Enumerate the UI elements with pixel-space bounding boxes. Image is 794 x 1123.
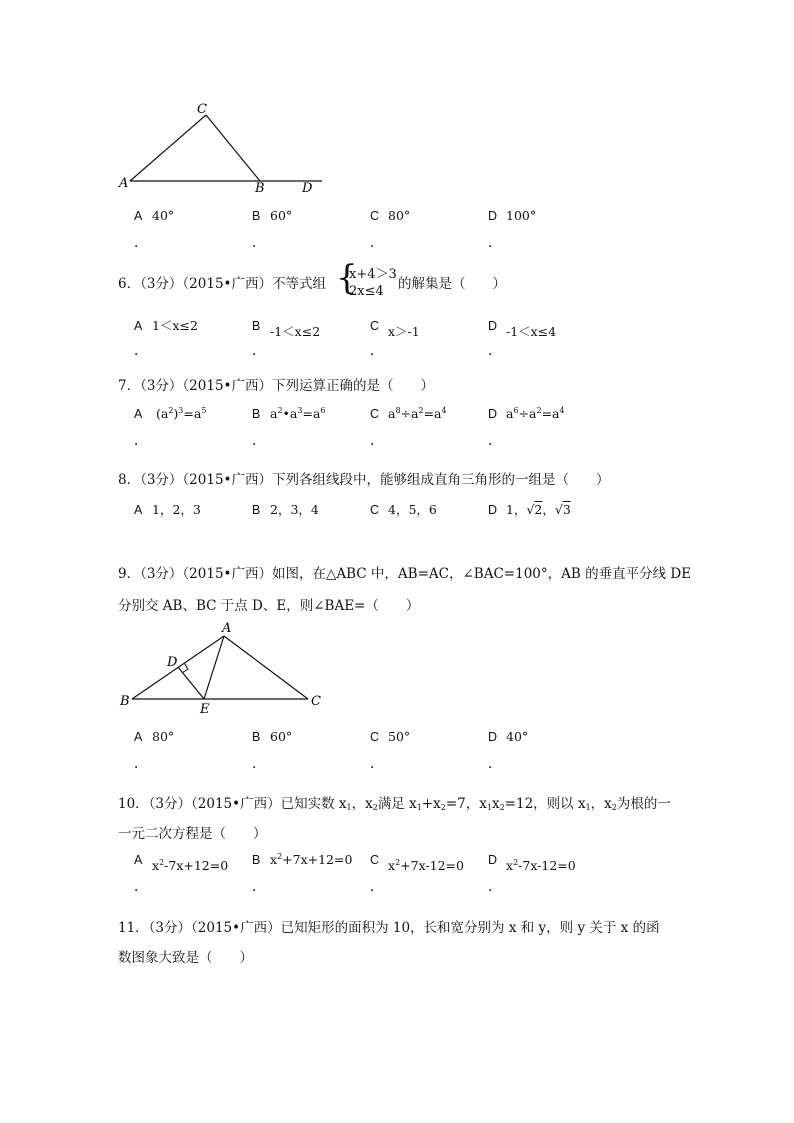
q5-options: A 40° B 60° C 80° D 100° ． ． ． ． <box>134 208 537 251</box>
q9-triangle-figure <box>112 620 332 720</box>
q8-option-a[interactable]: A 1，2，3 <box>134 502 201 517</box>
q5-label-a: A <box>119 176 129 191</box>
q6-option-d[interactable]: D -1＜x≤4 <box>488 319 557 339</box>
q9-options: A 80° B 60° C 50° D 40° ． ． ． ． <box>134 729 529 772</box>
q9-option-d[interactable]: D 40° <box>488 729 529 744</box>
q5-option-b[interactable]: B 60° <box>252 208 293 223</box>
q6-inequality-line1: x+4＞3 <box>349 267 397 282</box>
question-10-line1: 10．（3分）（2015•广西）已知实数 $x_1$，$x_2$满足 $x_1+x_2=7$，$x_1x_2=12$，则以 $x_1$，$x_2$为根的一 <box>118 796 671 812</box>
q10-option-c[interactable]: C $x^2+7x-12=0$ <box>370 853 464 873</box>
question-9-line1: 9．（3分）（2015•广西）如图，在△ABC 中，AB=AC，∠BAC=100°，AB 的垂直平分线 DE <box>118 566 692 582</box>
q9-option-a[interactable]: A 80° <box>134 729 175 744</box>
q7-options: A $(a^2)^3=a^5$ B $a^2•a^3=a^6$ C $a^8\div a^2=a^4$ D $a^6\div a^2=a^4$ ． ． ． ． <box>134 406 565 449</box>
q9-label-b: B <box>120 694 130 709</box>
q9-label-d: D <box>167 655 178 670</box>
q5-option-a[interactable]: A 40° <box>134 208 175 223</box>
question-11-line1: 11．（3分）（2015•广西）已知矩形的面积为 10，长和宽分别为 x 和 y，则 y 关于 x 的函 <box>118 920 660 936</box>
question-10-line2: 一元二次方程是（ ） <box>118 826 267 842</box>
q6-brace: { <box>336 258 358 298</box>
q5-triangle-figure <box>112 96 342 196</box>
question-8: 8．（3分）（2015•广西）下列各组线段中，能够组成直角三角形的一组是（ ） <box>118 472 610 488</box>
q6-option-a[interactable]: A 1＜x≤2 <box>134 318 198 333</box>
q9-option-c[interactable]: C 50° <box>370 729 411 744</box>
q7-option-d[interactable]: D $a^6\div a^2=a^4$ <box>488 406 565 421</box>
q8-option-b[interactable]: B 2，3，4 <box>252 502 319 517</box>
q10-option-b[interactable]: B $x^2+7x+12=0$ <box>252 852 353 867</box>
q7-option-a[interactable]: A $(a^2)^3=a^5$ <box>134 406 207 421</box>
q5-label-c: C <box>197 102 207 117</box>
q8-option-c[interactable]: C 4，5，6 <box>370 502 437 517</box>
q6-suffix: 的解集是（ ） <box>398 276 506 292</box>
q5-label-d: D <box>302 181 313 196</box>
q5-option-c[interactable]: C 80° <box>370 208 411 223</box>
q6-option-c[interactable]: C x＞-1 <box>370 319 420 339</box>
question-9-line2: 分别交 AB、BC 于点 D、E，则∠BAE=（ ） <box>118 598 420 614</box>
q10-option-d[interactable]: D $x^2-7x-12=0$ <box>488 853 576 873</box>
q5-label-b: B <box>255 181 265 196</box>
question-7: 7．（3分）（2015•广西）下列运算正确的是（ ） <box>118 378 434 394</box>
question-11-line2: 数图象大致是（ ） <box>118 950 253 966</box>
q5-option-d[interactable]: D 100° <box>488 208 537 223</box>
question-6: 6．（3分）（2015•广西）不等式组 <box>118 276 326 292</box>
q7-option-c[interactable]: C $a^8\div a^2=a^4$ <box>370 406 447 421</box>
q9-label-a: A <box>222 621 232 636</box>
q9-label-e: E <box>200 702 210 717</box>
q8-option-d[interactable]: D 1，√2，√3 <box>488 502 571 517</box>
q8-options <box>134 500 694 540</box>
q10-option-a[interactable]: A $x^2-7x+12=0$ <box>134 853 229 873</box>
q6-options: A 1＜x≤2 B -1＜x≤2 C x＞-1 D -1＜x≤4 ． ． ． ． <box>134 318 557 359</box>
q10-options: A $x^2-7x+12=0$ B $x^2+7x+12=0$ C $x^2+7x-12=0$ D $x^2-7x-12=0$ ． ． ． ． <box>134 852 576 895</box>
q9-option-b[interactable]: B 60° <box>252 729 293 744</box>
q9-label-c: C <box>311 694 321 709</box>
q6-inequality-line2: 2x≤4 <box>349 284 384 299</box>
q6-option-b[interactable]: B -1＜x≤2 <box>252 319 321 339</box>
q7-option-b[interactable]: B $a^2•a^3=a^6$ <box>252 406 326 421</box>
